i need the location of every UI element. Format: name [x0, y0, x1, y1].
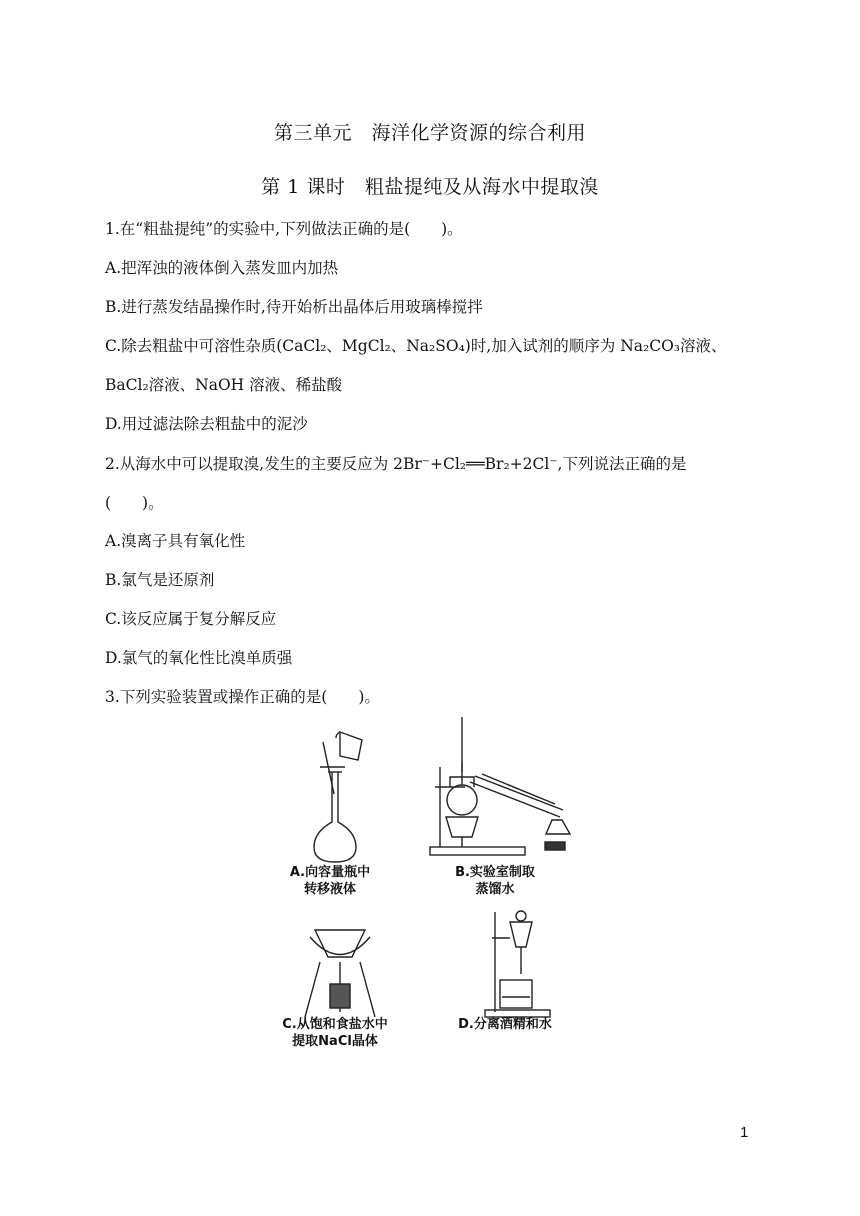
distillation-apparatus-icon — [430, 717, 570, 855]
q2-option-d: D.氯气的氧化性比溴单质强 — [105, 649, 293, 667]
caption-b — [435, 864, 555, 898]
q3-stem: 3.下列实验装置或操作正确的是( )。 — [105, 688, 380, 706]
caption-a-line1: A.向容量瓶中 — [289, 865, 371, 880]
q1-option-b: B.进行蒸发结晶操作时,待开始析出晶体后用玻璃棒搅拌 — [105, 298, 483, 316]
caption-a — [270, 864, 390, 898]
unit-title: 第三单元 海洋化学资源的综合利用 — [273, 122, 586, 144]
q1-option-d: D.用过滤法除去粗盐中的泥沙 — [105, 415, 308, 433]
caption-c-line1: C.从饱和食盐水中 — [282, 1017, 388, 1032]
caption-a-line2: 转移液体 — [303, 882, 356, 897]
q2-option-a: A.溴离子具有氧化性 — [105, 532, 246, 550]
q1-option-a: A.把浑浊的液体倒入蒸发皿内加热 — [105, 259, 339, 277]
caption-b-line2: 蒸馏水 — [475, 882, 515, 897]
lesson-title: 第 1 课时 粗盐提纯及从海水中提取溴 — [261, 176, 599, 198]
caption-d — [440, 1016, 570, 1033]
page-number: 1 — [740, 1124, 749, 1141]
q2-option-c: C.该反应属于复分解反应 — [105, 610, 277, 628]
apparatus-figure — [270, 712, 600, 1057]
caption-d-line1: D.分离酒精和水 — [458, 1017, 552, 1032]
q2-stem-cont: ( )。 — [105, 494, 164, 512]
q2-option-b: B.氯气是还原剂 — [105, 571, 215, 589]
q1-option-c: C.除去粗盐中可溶性杂质(CaCl₂、MgCl₂、Na₂SO₄)时,加入试剂的顺序为 Na₂CO₃溶液、 — [105, 337, 727, 355]
q1-option-c-cont: BaCl₂溶液、NaOH 溶液、稀盐酸 — [105, 376, 343, 394]
caption-c — [260, 1016, 410, 1050]
caption-c-line2: 提取NaCl晶体 — [292, 1034, 378, 1049]
q2-stem: 2.从海水中可以提取溴,发生的主要反应为 2Br⁻+Cl₂══Br₂+2Cl⁻,下列说法正确的是 — [105, 455, 687, 473]
caption-b-line1: B.实验室制取 — [455, 865, 535, 880]
separatory-funnel-icon — [485, 911, 550, 1017]
volumetric-flask-icon — [314, 732, 362, 862]
q1-stem: 1.在“粗盐提纯”的实验中,下列做法正确的是( )。 — [105, 220, 463, 238]
evaporating-dish-icon — [305, 930, 375, 1017]
